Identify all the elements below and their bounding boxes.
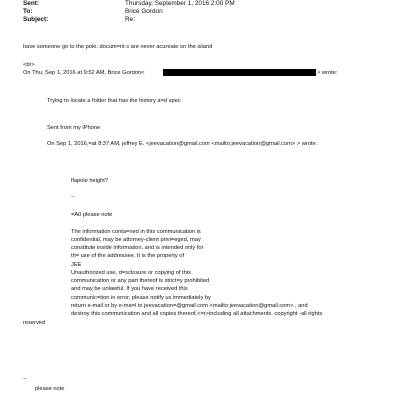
disclaimer-line: destroy this communication and all copies thereof,<=r>including all attachments. copyright -all rights (71, 311, 323, 317)
subject-value: Re: (125, 16, 135, 23)
reply1-header-prefix: On Thu, Sep 1, 2016 at 9:52 AM, Brice Gordon< (23, 70, 145, 76)
subject-label: Subject: (23, 16, 49, 23)
disclaimer-line: constitute inside information, and is intended only for (71, 245, 204, 251)
disclaimer-line: th= use of the addressee. It is the property of (71, 253, 185, 259)
sent-value: Thursday, September 1, 2016 2:00 PM (125, 0, 235, 7)
reply2-header: On Sep 1, 2016,=at 8:37 AM, jeffrey E. <jeevacation@gmail.com <mailto:jeevacation@gmail.com> > wrote: (47, 141, 318, 147)
to-value: Brice Gordon (125, 8, 163, 15)
reply1-text: Trying to locate a folder that has the history a=d spec (47, 98, 181, 104)
br-tag: <br> (23, 62, 35, 68)
dash-separator: -- (71, 194, 75, 200)
disclaimer-line: Unauthorized use, d=sclosure or copying of this (71, 270, 191, 276)
redaction-bar (163, 69, 316, 76)
reserved-text: reserved (23, 320, 46, 326)
disclaimer-line: confidential, may be attorney-client privi=eged, may (71, 237, 201, 243)
sent-label: Sent: (23, 0, 39, 7)
reply1-header-suffix: > wrote: (317, 70, 338, 76)
disclaimer-line: communication or any part thereof is strict=y prohibited (71, 278, 210, 284)
disclaimer-line: The information conta=ned in this communication is (71, 229, 201, 235)
dash-separator: -- (23, 376, 27, 382)
disclaimer-line: return e-mail or by e-ma=l to jeevacation=@gmail.com <mailto:jeevacation@gmail.com> , and (71, 303, 308, 309)
sent-from-signature: Sent from my iPhone (47, 125, 101, 131)
please-note-line: =A0 please note (71, 212, 113, 218)
to-label: To: (23, 8, 33, 15)
question-line: flapole height? (71, 178, 108, 184)
please-note-line: please note (35, 386, 65, 392)
reply-line: have someone go to the pole. docum=nt s are never acureate on the island (23, 44, 213, 50)
disclaimer-line: and may be unlawful. If you have received this (71, 286, 188, 292)
disclaimer-line: communic=tion in error, please notify us immediately by (71, 295, 211, 301)
disclaimer-line: JEE (71, 262, 82, 268)
